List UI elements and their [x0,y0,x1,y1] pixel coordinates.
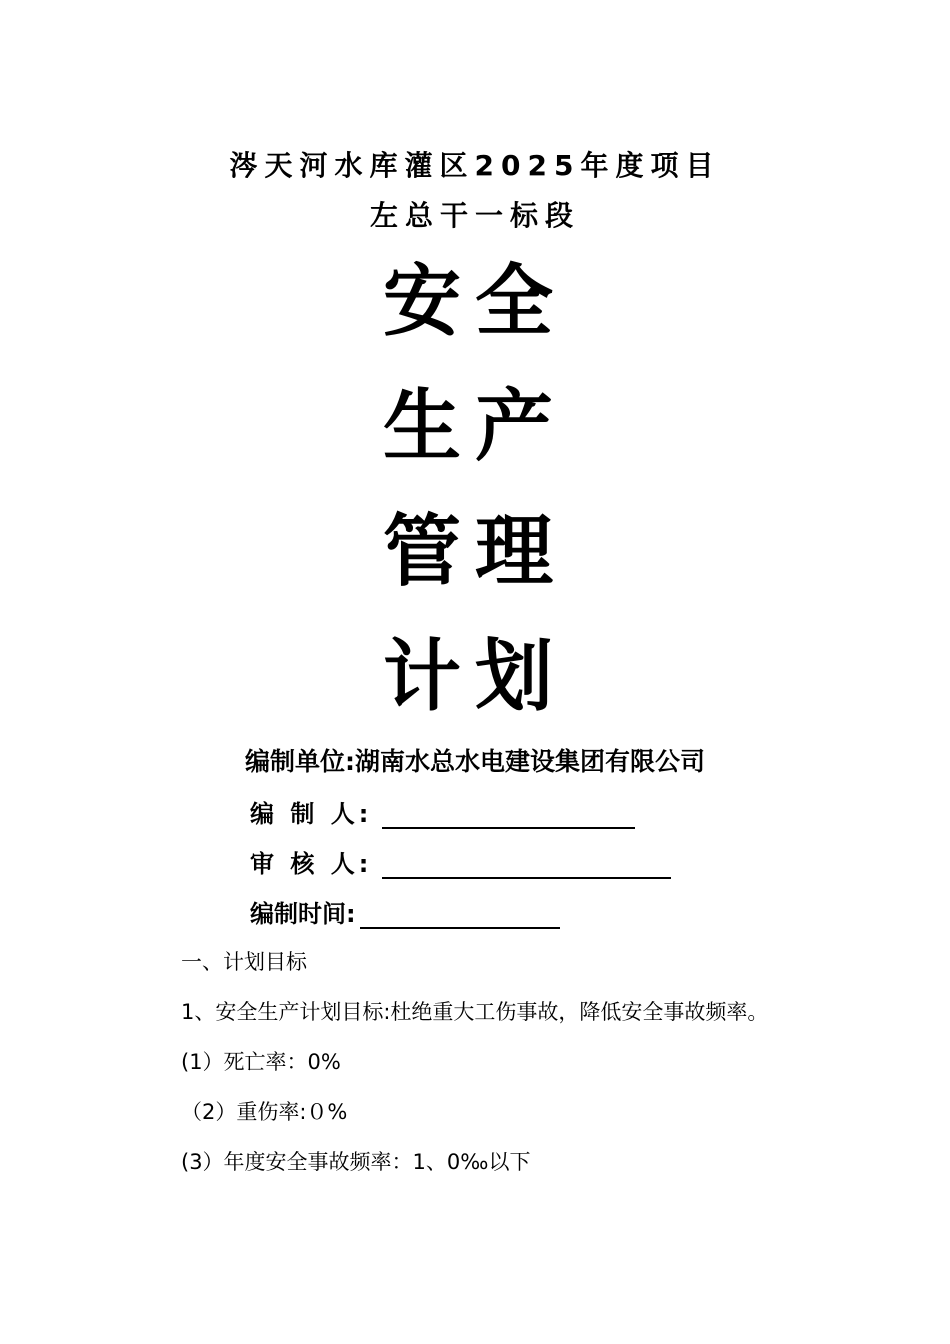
plan-goal-item: 1、安全生产计划目标:杜绝重大工伤事故，降低安全事故频率。 [181,1000,769,1024]
reviewer-row [250,844,671,879]
serious-injury-rate-item: （2）重伤率:０% [181,1100,348,1124]
main-title-line1: 安全 [382,257,567,347]
reviewer-label: 审 核 人: [250,850,373,878]
main-title-line4: 计划 [382,632,567,722]
date-label: 编制时间: [250,900,356,928]
project-title-line2: 左总干一标段 [369,199,580,232]
death-rate-item: (1）死亡率：0% [181,1050,341,1074]
main-title-line3: 管理 [382,507,567,597]
date-blank [360,901,560,929]
main-title-line2: 生产 [382,382,567,472]
compiler-row [250,794,635,829]
compiler-label: 编 制 人: [250,800,373,828]
date-row [250,894,560,929]
project-title-line1: 涔天河水库灌区2025年度项目 [229,149,721,182]
compiler-blank [382,801,635,829]
reviewer-blank [382,851,671,879]
compiling-unit: 编制单位:湖南水总水电建设集团有限公司 [245,747,705,776]
accident-frequency-item: (3）年度安全事故频率：1、0‰以下 [181,1150,531,1174]
section-heading: 一、计划目标 [181,950,307,974]
